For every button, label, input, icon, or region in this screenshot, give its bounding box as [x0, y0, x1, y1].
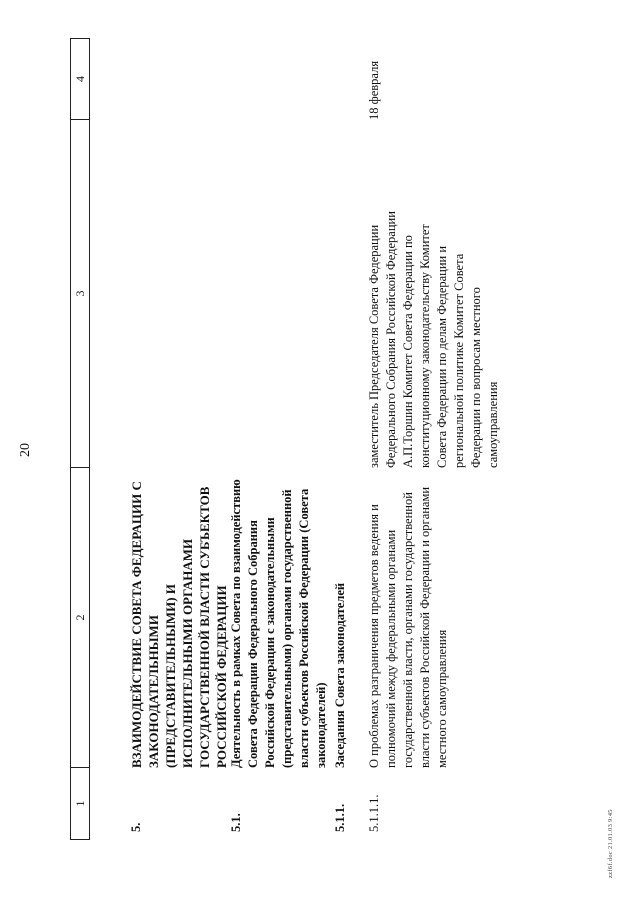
column-header-2: 2	[71, 467, 89, 767]
file-footer-mark: zzf6f.doc 21.01.03 9:45	[607, 809, 614, 878]
column-header-row	[70, 38, 90, 840]
row-responsible: заместитель Председателя Совета Федерации Федерального Собрания Российской Федерации А.П.Торшин Комитет Совета Федерации по конституционному законодательству Комитет Совета Федерации по делам Федерации и региональной политике Комитет Совета Федерации по вопросам местного самоуправления	[367, 211, 500, 468]
row-title: Заседания Совета законодателей	[333, 582, 347, 768]
row-date: 18 февраля	[367, 60, 381, 120]
row-title: О проблемах разграничения предметов ведения и полномочий между федеральными органами государственной власти, органами государственной власти субъектов Российской Федерации и органами местного самоуправления	[367, 486, 449, 768]
row-number: 5.1.	[229, 813, 243, 832]
page-number: 20	[18, 443, 33, 457]
row-number: 5.1.1.1.	[367, 794, 381, 832]
row-title: Деятельность в рамках Совета по взаимодействию Совета Федерации Федерального Собрания Российской Федерации с законодательными (представительными) органами государственной власти субъектов Российской Федерации (Совета законодателей)	[229, 479, 328, 768]
row-number: 5.1.1.	[333, 803, 347, 832]
column-header-3: 3	[71, 119, 89, 467]
column-header-1: 1	[71, 767, 89, 839]
row-number: 5.	[129, 822, 143, 832]
column-header-4: 4	[73, 76, 87, 82]
row-title: ВЗАИМОДЕЙСТВИЕ СОВЕТА ФЕДЕРАЦИИ С ЗАКОНОДАТЕЛЬНЫМИ (ПРЕДСТАВИТЕЛЬНЫМИ) И ИСПОЛНИТЕЛЬНЫМИ ОРГАНАМИ ГОСУДАРСТВЕННОЙ ВЛАСТИ СУБЪЕКТОВ РОССИЙСКОЙ ФЕДЕРАЦИИ	[129, 481, 229, 768]
